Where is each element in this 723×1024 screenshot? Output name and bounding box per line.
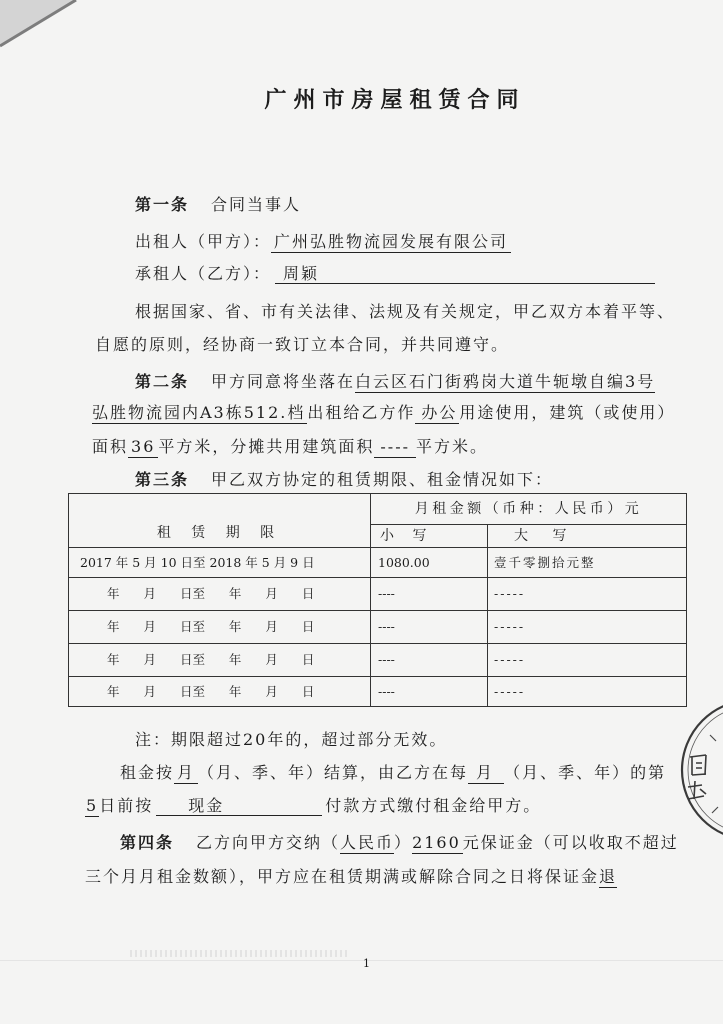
table-row <box>69 578 687 611</box>
scan-noise <box>130 950 350 957</box>
deposit-amount: 2160 <box>412 833 461 852</box>
table-row <box>69 611 687 644</box>
article3-text: 甲乙双方协定的租赁期限、租金情况如下： <box>211 470 554 489</box>
lessor-label: 出租人（甲方）： <box>135 232 272 251</box>
payment-period: 月 <box>468 763 504 784</box>
lessor-name: 广州弘胜物流园发展有限公司 <box>271 232 511 253</box>
article2-line-2 <box>92 403 675 423</box>
settlement-options-2: （月、季、年）的第 <box>504 763 667 782</box>
article4-line-2-end: 退 <box>599 867 618 886</box>
table-row <box>69 644 687 677</box>
rent-table <box>68 493 687 707</box>
deposit-currency: 人民币 <box>340 833 395 852</box>
use-suffix: 用途使用，建筑（或使用） <box>459 403 676 422</box>
settlement-period: 月 <box>174 763 198 784</box>
rent-amount-figures-cell: ---- <box>371 677 488 707</box>
property-address-part-2: 弘胜物流园内A3栋512.档 <box>92 403 306 422</box>
article1-heading: 第一条 <box>135 195 190 214</box>
rent-amount-words-cell: ----- <box>488 578 687 611</box>
area-label: 面积 <box>92 437 129 456</box>
article2-line-1 <box>135 372 655 392</box>
article3-heading-line <box>135 470 553 490</box>
rent-amount-figures-cell: ---- <box>371 644 488 677</box>
rent-amount-figures-cell: 1080.00 <box>371 548 488 578</box>
lease-period-cell: 年 月 日至 年 月 日 <box>69 611 371 644</box>
article2-intro: 甲方同意将坐落在 <box>211 372 356 391</box>
payment-day: 5 <box>86 796 99 815</box>
settlement-line-2 <box>85 796 541 816</box>
table-header-row <box>69 494 687 525</box>
period-header: 租 赁 期 限 <box>69 494 371 548</box>
article4-text-1: 乙方向甲方交纳（ <box>196 833 341 852</box>
rent-amount-words-cell: ----- <box>488 611 687 644</box>
lower-case-header: 小 写 <box>371 525 488 548</box>
lessee-line <box>135 264 655 284</box>
article4-line-2 <box>85 867 617 887</box>
shared-area-label: 平方米，分摊共用建筑面积 <box>158 437 375 456</box>
document-title: 广州市房屋租赁合同 <box>264 87 526 113</box>
building-area: 36 <box>128 437 158 458</box>
article4-text-2: ） <box>394 833 413 852</box>
seal-stamp <box>672 695 723 845</box>
rent-amount-words-cell: 壹千零捌拾元整 <box>488 548 687 578</box>
article4-heading: 第四条 <box>120 833 175 852</box>
payment-method-suffix: 付款方式缴付租金给甲方。 <box>325 796 542 815</box>
rent-amount-words-cell: ----- <box>488 644 687 677</box>
rent-amount-words-cell: ----- <box>488 677 687 707</box>
payment-method: 现金 <box>156 796 322 816</box>
preamble-line-1: 根据国家、省、市有关法律、法规及有关规定，甲乙双方本着平等、 <box>135 302 676 321</box>
lessee-name: 周颖 <box>275 264 655 284</box>
article4-line-1 <box>120 833 679 853</box>
upper-case-header: 大 写 <box>488 525 687 548</box>
folded-corner <box>0 0 80 50</box>
term-note: 注：期限超过20年的，超过部分无效。 <box>135 730 448 749</box>
table-row <box>69 548 687 578</box>
rent-amount-figures-cell: ---- <box>371 611 488 644</box>
settlement-line-1 <box>120 763 666 783</box>
article4-line-2-text: 三个月月租金数额），甲方应在租赁期满或解除合同之日将保证金 <box>85 867 600 886</box>
preamble-line-2: 自愿的原则，经协商一致订立本合同，并共同遵守。 <box>95 335 510 354</box>
article1-heading-line <box>135 195 301 215</box>
article3-heading: 第三条 <box>135 470 190 489</box>
lessor-line <box>135 232 511 252</box>
property-use: 办公 <box>415 403 459 424</box>
article2-heading: 第二条 <box>135 372 190 391</box>
table-row <box>69 677 687 707</box>
shared-area: ---- <box>374 437 416 458</box>
article4-text-3: 元保证金（可以收取不超过 <box>462 833 679 852</box>
settlement-options-1: （月、季、年）结算，由乙方在每 <box>198 763 469 782</box>
page-number: 1 <box>363 957 370 970</box>
property-address-part-1: 白云区石门街鸦岗大道牛轭墩自编3号 <box>355 372 656 391</box>
lease-to-text: 出租给乙方作 <box>307 403 416 422</box>
lease-period-cell: 年 月 日至 年 月 日 <box>69 677 371 707</box>
shared-area-unit: 平方米。 <box>416 437 489 456</box>
rent-header: 月租金额（币种：人民币）元 <box>371 494 687 525</box>
payment-day-suffix: 日前按 <box>99 796 154 815</box>
rent-amount-figures-cell: ---- <box>371 578 488 611</box>
lease-period-cell: 年 月 日至 年 月 日 <box>69 644 371 677</box>
scan-line <box>0 960 723 961</box>
article1-heading-text: 合同当事人 <box>211 195 302 214</box>
article2-line-3 <box>92 437 488 457</box>
lease-period-cell: 2017 年 5 月 10 日至 2018 年 5 月 9 日 <box>69 548 371 578</box>
lease-period-cell: 年 月 日至 年 月 日 <box>69 578 371 611</box>
settlement-prefix: 租金按 <box>120 763 175 782</box>
lessee-label: 承租人（乙方）： <box>135 264 272 283</box>
